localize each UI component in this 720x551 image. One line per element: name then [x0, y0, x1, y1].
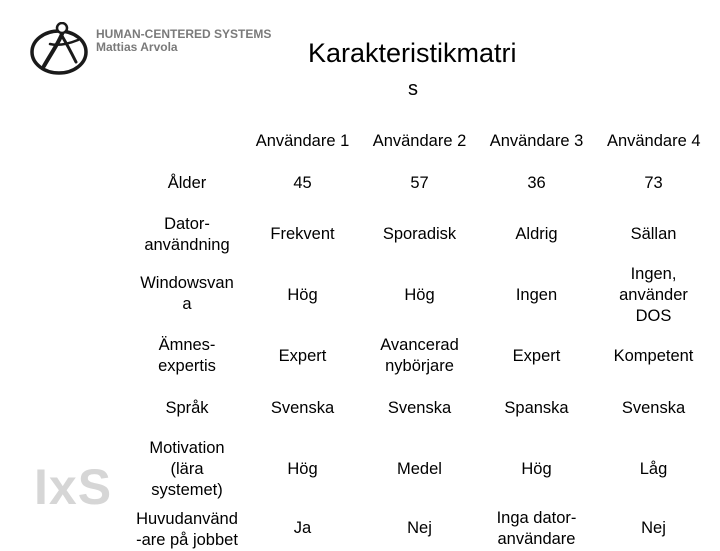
slide-title: Karakteristikmatri — [308, 38, 517, 68]
table-cell: Avancerad nybörjare — [361, 330, 478, 382]
table-row — [128, 504, 712, 551]
table-cell: Kompetent — [595, 330, 712, 382]
table-cell: Ingen, använder DOS — [595, 260, 712, 330]
table-cell: Expert — [244, 330, 361, 382]
person-circle-icon — [28, 22, 90, 78]
table-row — [128, 330, 712, 382]
table-cell: Expert — [478, 330, 595, 382]
table-cell: 73 — [595, 158, 712, 209]
table-cell: Låg — [595, 434, 712, 504]
table-row — [128, 158, 712, 209]
table-cell: 36 — [478, 158, 595, 209]
table-cell: Nej — [595, 504, 712, 551]
row-label: Språk — [128, 382, 244, 434]
table-cell: Frekvent — [244, 209, 361, 260]
table-cell: Sporadisk — [361, 209, 478, 260]
table-cell: Hög — [244, 260, 361, 330]
table-cell: Ingen — [478, 260, 595, 330]
column-header: Användare 1 — [244, 106, 361, 158]
table-row — [128, 434, 712, 504]
table-cell: Hög — [361, 260, 478, 330]
row-label: Ålder — [128, 158, 244, 209]
column-header: Användare 2 — [361, 106, 478, 158]
table-cell: Hög — [244, 434, 361, 504]
characteristics-matrix — [128, 106, 712, 551]
corner-cell — [128, 106, 244, 158]
table-cell: Hög — [478, 434, 595, 504]
table-cell: Sällan — [595, 209, 712, 260]
table-cell: Nej — [361, 504, 478, 551]
row-label: Dator- användning — [128, 209, 244, 260]
table-cell: Medel — [361, 434, 478, 504]
brand-org: HUMAN-CENTERED SYSTEMS — [96, 27, 272, 41]
brand-author: Mattias Arvola — [96, 40, 178, 54]
table-cell: Svenska — [595, 382, 712, 434]
table-cell: 45 — [244, 158, 361, 209]
table-cell: Ja — [244, 504, 361, 551]
column-header: Användare 4 — [595, 106, 712, 158]
row-label: Ämnes- expertis — [128, 330, 244, 382]
table-cell: 57 — [361, 158, 478, 209]
header-row — [128, 106, 712, 158]
table-cell: Svenska — [361, 382, 478, 434]
ixs-watermark: IxS — [34, 459, 113, 515]
table-row — [128, 209, 712, 260]
table-cell: Inga dator- användare — [478, 504, 595, 551]
row-label: Windowsvan a — [128, 260, 244, 330]
column-header: Användare 3 — [478, 106, 595, 158]
slide-title-wrap: s — [408, 78, 418, 100]
table-cell: Aldrig — [478, 209, 595, 260]
row-label: Huvudanvänd -are på jobbet — [128, 504, 244, 551]
table-row — [128, 382, 712, 434]
table-row — [128, 260, 712, 330]
brand-block — [96, 28, 271, 54]
table-cell: Spanska — [478, 382, 595, 434]
table-cell: Svenska — [244, 382, 361, 434]
row-label: Motivation (lära systemet) — [128, 434, 244, 504]
